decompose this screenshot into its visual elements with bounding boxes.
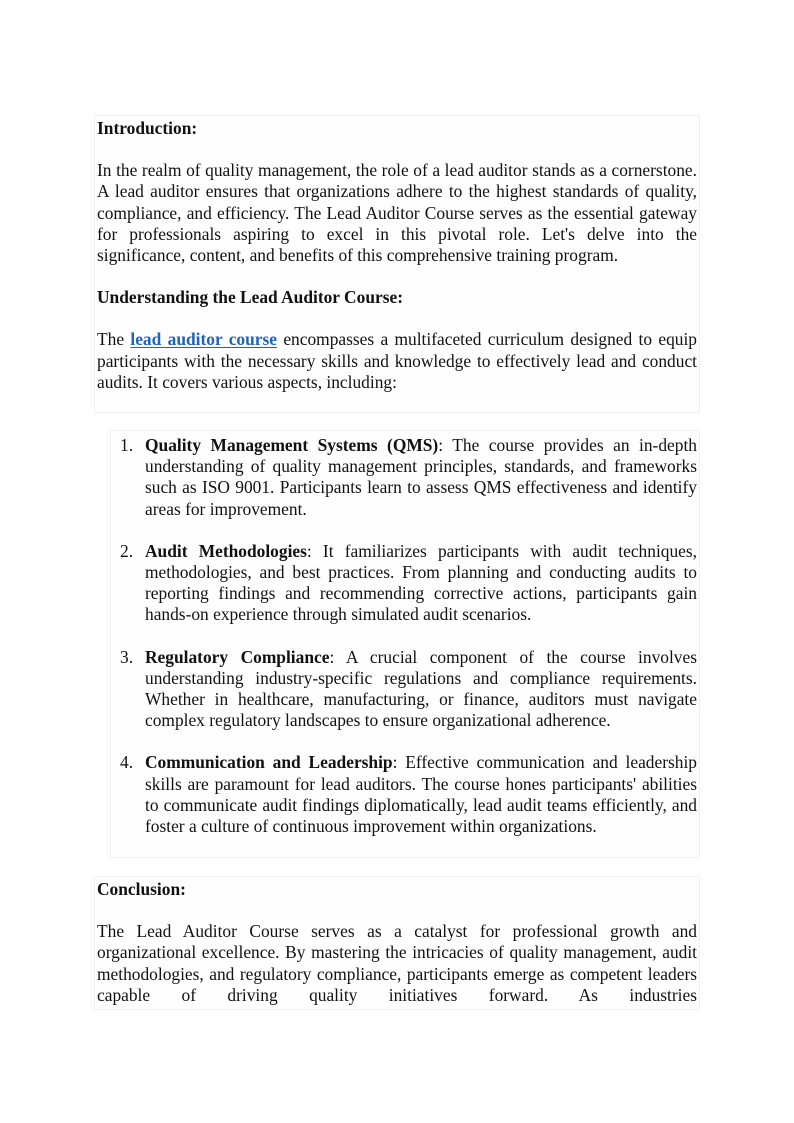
understanding-prefix: The bbox=[97, 329, 131, 350]
list-item-text: : A crucial component of the course involves understanding industry-specific regulations and compliance requirements. Whether in healthcare, manufacturing, or finance, auditors must navigate complex regulatory landscapes to ensure organizational adherence. bbox=[145, 646, 697, 731]
lead-auditor-course-link[interactable]: lead auditor course bbox=[130, 329, 278, 350]
list-number: 4. bbox=[120, 752, 134, 773]
intro-heading: Introduction: bbox=[97, 118, 198, 138]
list-item-title: Communication and Leadership bbox=[145, 752, 393, 773]
understanding-heading: Understanding the Lead Auditor Course: bbox=[97, 287, 403, 308]
list-item bbox=[111, 541, 697, 626]
list-number: 3. bbox=[120, 646, 134, 667]
conclusion-heading: Conclusion: bbox=[97, 879, 186, 899]
list-item-text: : It familiarizes participants with audit techniques, methodologies, and best practices. From planning and conducting audits to reporting findings and recommending corrective actions, participants gain hands-on experience through simulated audit scenarios. bbox=[145, 540, 698, 625]
list-item-text: : Effective communication and leadership skills are paramount for lead auditors. The course hones participants' abilities to communicate audit findings diplomatically, lead audit teams efficiently, and foster a culture of continuous improvement within organizations. bbox=[145, 752, 697, 837]
intro-paragraph: In the realm of quality management, the role of a lead auditor stands as a cornerstone. A lead auditor ensures that organizations adhere to the highest standards of quality, compliance, and efficiency. The Lead Auditor Course serves as the essential gateway for professionals aspiring to excel in this pivotal role. Let's delve into the significance, content, and benefits of this comprehensive training program. bbox=[97, 160, 697, 266]
list-number: 2. bbox=[120, 540, 134, 561]
curriculum-list-section bbox=[110, 430, 700, 858]
understanding-suffix: encompasses a multifaceted curriculum designed to equip participants with the necessary skills and knowledge to effectively lead and conduct audits. It covers various aspects, including: bbox=[97, 329, 698, 392]
list-item-title: Regulatory Compliance bbox=[145, 646, 330, 667]
list-item bbox=[111, 435, 697, 520]
list-item bbox=[111, 647, 697, 732]
list-item-title: Quality Management Systems (QMS) bbox=[145, 435, 439, 455]
intro-section bbox=[94, 115, 700, 413]
curriculum-list bbox=[111, 435, 697, 837]
understanding-paragraph bbox=[97, 329, 697, 393]
conclusion-section bbox=[94, 876, 700, 1010]
conclusion-paragraph: The Lead Auditor Course serves as a catalyst for professional growth and organizational excellence. By mastering the intricacies of quality management, audit methodologies, and regulatory compliance, participants emerge as competent leaders capable of driving quality initiatives forward. As industries bbox=[97, 921, 697, 1005]
list-item bbox=[111, 752, 697, 837]
list-number: 1. bbox=[120, 435, 134, 455]
list-item-text: : The course provides an in-depth understanding of quality management principles, standards, and frameworks such as ISO 9001. Participants learn to assess QMS effectiveness and identify areas for improvement. bbox=[145, 435, 697, 519]
list-item-title: Audit Methodologies bbox=[145, 540, 307, 561]
